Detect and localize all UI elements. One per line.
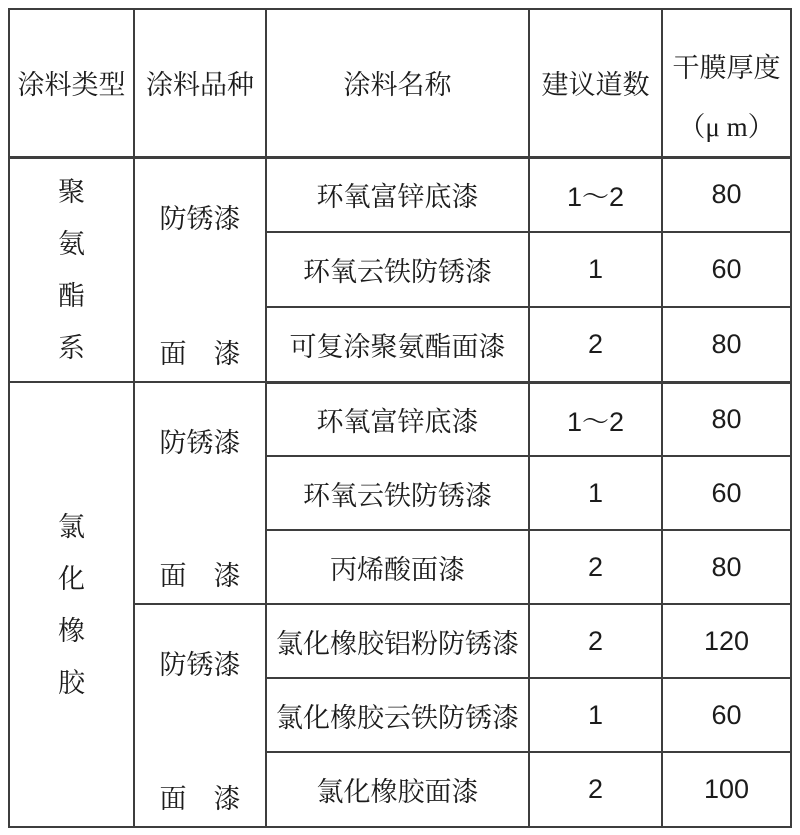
passes-cell: 1: [529, 456, 662, 530]
coating-name-cell: 氯化橡胶铝粉防锈漆: [266, 604, 529, 678]
thickness-cell: 80: [662, 307, 791, 382]
header-recommended-passes: 建议道数: [529, 9, 662, 157]
coating-type-cell-chlorinated-rubber: [9, 382, 134, 827]
vertical-label-wrap: [10, 159, 133, 382]
thickness-cell: 60: [662, 678, 791, 752]
variety-cell: [134, 157, 266, 382]
coating-type-label: 聚氨酯系: [58, 176, 85, 363]
table-row: [9, 157, 791, 232]
dry-film-thickness-title: 干膜厚度: [672, 53, 781, 83]
table-header-row: [9, 9, 791, 157]
header-dry-film-thickness: [662, 9, 791, 157]
thickness-cell: 100: [662, 752, 791, 827]
passes-cell: 1～2: [529, 382, 662, 456]
passes-cell: 2: [529, 604, 662, 678]
coating-name-cell: 氯化橡胶面漆: [266, 752, 529, 827]
coating-type-cell-polyurethane: [9, 157, 134, 382]
variety-antirust-label: 防锈漆: [159, 203, 241, 234]
table-row: [9, 382, 791, 456]
thickness-cell: 80: [662, 382, 791, 456]
dry-film-thickness-lines: [663, 10, 790, 156]
coating-spec-table: [8, 8, 792, 828]
thickness-cell: 60: [662, 232, 791, 307]
variety-topcoat-label: 面 漆: [159, 339, 241, 369]
header-coating-variety: 涂料品种: [134, 9, 266, 157]
passes-cell: 2: [529, 530, 662, 604]
thickness-cell: 60: [662, 456, 791, 530]
variety-labels: [135, 159, 265, 382]
variety-topcoat-label: 面 漆: [159, 561, 241, 591]
coating-name-cell: 丙烯酸面漆: [266, 530, 529, 604]
thickness-cell: 80: [662, 530, 791, 604]
passes-cell: 1: [529, 678, 662, 752]
variety-cell: [134, 382, 266, 604]
coating-type-label: 氯化橡胶: [58, 511, 85, 698]
header-coating-name: 涂料名称: [266, 9, 529, 157]
coating-name-cell: 环氧富锌底漆: [266, 157, 529, 232]
variety-cell: [134, 604, 266, 827]
thickness-cell: 120: [662, 604, 791, 678]
variety-labels: [135, 605, 265, 826]
coating-name-cell: 环氧富锌底漆: [266, 382, 529, 456]
variety-topcoat-label: 面 漆: [159, 784, 241, 814]
variety-labels: [135, 383, 265, 603]
coating-name-cell: 可复涂聚氨酯面漆: [266, 307, 529, 382]
coating-name-cell: 氯化橡胶云铁防锈漆: [266, 678, 529, 752]
coating-name-cell: 环氧云铁防锈漆: [266, 456, 529, 530]
passes-cell: 2: [529, 752, 662, 827]
thickness-cell: 80: [662, 157, 791, 232]
passes-cell: 2: [529, 307, 662, 382]
passes-cell: 1: [529, 232, 662, 307]
variety-antirust-label: 防锈漆: [159, 650, 241, 680]
vertical-label-wrap: [10, 383, 133, 826]
coating-name-cell: 环氧云铁防锈漆: [266, 232, 529, 307]
passes-cell: 1～2: [529, 157, 662, 232]
variety-antirust-label: 防锈漆: [159, 428, 241, 458]
header-coating-type: 涂料类型: [9, 9, 134, 157]
dry-film-thickness-unit: （μ m）: [678, 111, 775, 142]
